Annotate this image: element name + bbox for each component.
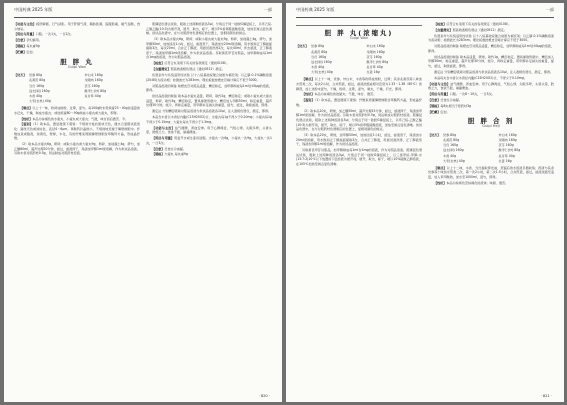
paragraph: 本品含木香以木香烃内酯(C15H20O2)计，水蜜丸每1g不得少于0.20mg；小蜜丸每1g不得少于0.15mg；大蜜丸每丸不得少于1.3mg。 — [146, 115, 272, 124]
table-row: 炙黄芪 80g 龙眼肉 160g — [311, 49, 385, 54]
paragraph: 测定法 分别精密吸取对照品溶液与供试品溶液各10μl，注入液相色谱仪，测定，即得。 — [152, 109, 272, 114]
table-row: 远志(制) 160g 酸枣仁(炒) 80g — [443, 148, 521, 153]
table-row: 【处方】 党参 80g 炒白术 160g — [296, 44, 385, 49]
paragraph: 【制法】以上十二味，木香、当归提取挥发油，蒸馏后的水溶液另器收集；药渣与其余党参等十味加水煎煮二次，第一次2小时，第二次1.5小时，合并煎液，滤过，滤液浓缩至适量，加入苯甲酸钠，加水至1000ml，混匀，即得。 — [428, 165, 555, 179]
paragraph: （3）取本品水蜜丸6g，研碎；或取小蜜丸或大蜜丸9g，剪碎，加硅藻土4g，研匀，加甲醇50ml，加热回流1小时，滤过，滤液蒸干，残渣加水20ml使溶解，用水饱和正丁醇振摇提取3次，每次20ml，合并正丁醇液，用氨试液洗涤2次，每次40ml，弃去氨液，正丁醇液蒸干，残渣加甲醇1ml使溶解，作为供试品溶液。另取黄芪甲苷对照品，加甲醇制成每1ml含1mg的溶液，作为对照品溶液。 — [146, 37, 272, 60]
paragraph: 【检查】应符合丸剂项下有关的各项规定（通则0108）。 — [152, 61, 230, 66]
page-number: · 820 · — [258, 394, 270, 398]
monograph-latin-name: Guipi Wan — [349, 36, 369, 41]
table-row: 大枣(去核) 40g 生姜 16g — [443, 158, 512, 163]
prescription-table — [14, 73, 140, 104]
section-divider — [296, 25, 422, 26]
paragraph: 另取黄芪甲苷对照品，加甲醇制成每1ml含1mg的溶液，作为对照品溶液。照薄层色谱法试验，吸取上述两种溶液各5μl，分别点于同一硅胶G薄层板上，以三氯甲烷-甲醇-水(13:7:2)10℃以下放置的下层溶液为展开剂，展开，取出，晾干，喷以10%硫酸乙醇溶液，在105℃加热至斑点显色清晰。 — [296, 148, 422, 166]
paragraph: （3）取本品20丸，研细，加甲醇50ml，加热回流1小时，滤过，滤液蒸干，残渣加水20ml使溶解，用水饱和正丁醇振摇提取3次，合并正丁醇液，用氨试液洗涤，正丁醇液蒸干，残渣加甲醇1ml使溶解，作为供试品溶液。 — [296, 133, 422, 147]
paragraph: 【检查】应符合丸剂项下有关的各项规定（通则0108）。 — [434, 22, 512, 26]
paragraph: 【用法与用量】用温开水或生姜汤送服。水蜜丸一次6g，小蜜丸一次9g，大蜜丸一次1丸，一日3次。 — [146, 136, 272, 145]
paragraph: 【性状】本品为棕黄色至棕褐色的液体；味甜、微苦。 — [434, 180, 509, 185]
paragraph: 【含量测定】照高效液相色谱法（通则0512）测定。 — [152, 67, 225, 72]
header-part: 一部 — [545, 7, 554, 12]
paragraph: （2）取本品10丸，研细，加乙醚50ml，超声处理15分钟，滤过，滤液挥干，残渣加甲醇1ml使溶解，作为供试品溶液。另取木香对照药材0.5g，同法制成对照药材溶液。照薄层色谱法试验，吸取上述两种溶液各5μl，分别点于同一硅胶G薄层板上，以环己烷-乙酸乙酯(10:3)为展开剂，展开，取出，晾干，喷以5%香草醛硫酸溶液，加热至斑点显色清晰。供试品色谱中，在与对照药材色谱相应的位置上，显相同颜色的斑点。 — [296, 108, 422, 132]
paragraph: 【注意】孕妇慎用。 — [14, 38, 42, 43]
paragraph: 本品每丸含木香以木香烃内酯(C15H20O2)计，不得少于0.10mg。 — [434, 75, 527, 80]
paragraph: 【功能与主治】疏肝解郁，行气消胀。用于肝郁气滞，胸胁胀满，脘腹胀痛，嗳气吞酸，食少纳呆。 — [14, 22, 141, 31]
paragraph: 色谱条件与系统适用性试验 以十八烷基硅烷键合硅胶为填充剂；以乙腈-0.1%磷酸溶液为流动相；检测波长为283nm。理论板数按橙皮苷峰计算应不低于3000。 — [428, 33, 554, 43]
paragraph: 【制法】以上十一味，粉碎成细粉，过筛，混匀。每100g粉末用炼蜜25～40g加适量的水泛丸，干燥，制成水蜜丸；或加炼蜜80～90g制成小蜜丸或大蜜丸，即得。 — [14, 106, 140, 115]
table-row: 远志(制) 160g 酸枣仁(炒) 80g — [29, 88, 107, 93]
paragraph: 【规格】每8丸相当于原药材3g — [428, 103, 472, 108]
paragraph: 对照品溶液的制备 取橙皮苷对照品适量，精密称定，加甲醇制成每1ml含40μg的溶液，即得。 — [146, 83, 272, 93]
right-col-1 — [296, 22, 422, 187]
left-page — [4, 3, 282, 402]
paragraph: 色谱条件与系统适用性试验 以十八烷基硅烷键合硅胶为填充剂；以乙腈-0.1%磷酸溶液(20:80)为流动相；检测波长为283nm。理论板数按橙皮苷峰计算应不低于3000。 — [146, 73, 272, 82]
paragraph: 【功能与主治】益气健脾，养血安神。用于心脾两虚，气短心悸，失眠多梦，头昏头晕，肢倦乏力，食欲不振，崩漏便血。 — [146, 125, 273, 135]
paragraph: 【贮藏】密封。 — [14, 50, 36, 55]
table-row: 大枣(去核) 40g 生姜 16g — [311, 70, 380, 75]
page-number: · 821 · — [540, 394, 552, 398]
paragraph: 【用法与用量】口服。一次8～10丸，一日3次。 — [428, 92, 495, 97]
left-col-2 — [146, 22, 272, 158]
table-row: 【处方】 党参 80g 炒白术 160g — [428, 132, 517, 137]
paragraph: 【功能与主治】益气健脾，养血安神。用于心脾两虚，气短心悸，失眠多梦，头昏头晕，肢倦乏力，食欲不振，崩漏便血。 — [428, 81, 555, 91]
table-row: 当归 160g 茯苓 160g — [29, 83, 100, 88]
table-row: 炙黄芪 80g 龙眼肉 160g — [443, 138, 517, 143]
table-row: 木香 40g 炙甘草 40g — [29, 93, 101, 98]
prescription-table — [428, 133, 554, 164]
paragraph: 【注意】忌食生冷油腻。 — [152, 146, 187, 151]
paragraph: 【含量测定】照高效液相色谱法（通则0512）测定。 — [434, 27, 507, 32]
right-page — [286, 3, 564, 402]
left-col-1 — [14, 22, 140, 158]
paragraph: 【性状】本品为棕褐色的浓缩丸；气微，味甘、微苦。 — [302, 92, 377, 97]
header-journal: 中国药典 2025 年版 — [14, 7, 53, 12]
monograph-title: 胆 胖 合 剂 — [467, 117, 515, 126]
right-col-2 — [428, 22, 554, 187]
header-part: 一部 — [263, 7, 272, 12]
page-header — [14, 3, 272, 18]
paragraph: 照薄层色谱法试验，吸取上述两种溶液各5μl，分别点于同一硅胶G薄层板上，以环己烷-乙酸乙酯(10:3)为展开剂，展开，取出，晾干，喷以5%香草醛硫酸溶液，加热至斑点显色清晰。供试品色谱中，在与对照药材色谱相应的位置上，显相同颜色的斑点。 — [146, 22, 272, 36]
table-row: 远志(制) 160g 酸枣仁(炒) 80g — [311, 60, 389, 65]
paragraph: 【制法】以上十一味，党参、炒白术、木香等粉碎成细粉，过筛；其余炙黄芪等八味加水煎煮二次，每次2小时，合并煎液，滤过，滤液浓缩成相对密度为1.33～1.38（80℃）的稠膏，加上述粉末混匀，干燥，粉碎，过筛，混匀，制丸，干燥，打光，即得。 — [296, 77, 423, 91]
monograph-latin-name: Guipi Heji — [482, 124, 500, 129]
paragraph: 测定法 分别精密吸取对照品溶液与供试品溶液各10μl，注入液相色谱仪，测定，即得。 — [434, 69, 554, 74]
monograph-title: 胆 胖 丸(浓缩丸) — [324, 29, 394, 37]
table-row: 炙黄芪 80g 龙眼肉 160g — [29, 78, 103, 83]
paragraph: 【规格】大蜜丸 每丸重9g — [152, 152, 188, 157]
monograph-latin-name: Guipi Wan — [67, 64, 87, 69]
paragraph: 供试品溶液的制备 取本品水蜜丸适量，研碎，取约2g，精密称定；或取小蜜丸或大蜜丸适量，剪碎，取约3g，精密称定，置具塞锥形瓶中，精密加入甲醇50ml，称定重量，超声处理30分钟，放冷，再称定重量，用甲醇补足减失的重量，摇匀，滤过，取续滤液，即得。 — [146, 94, 272, 108]
table-row: 木香 40g 炙甘草 40g — [311, 65, 383, 70]
paragraph: 【鉴别】（1）取本品，置显微镜下观察：不规则分枝状团块无色，遇水合氯醛试液溶化；菌丝无色或淡棕色，直径4～6μm。草酸钙针晶细小，不规则地充塞于薄壁细胞中。纤维成束或散离，淡黄色，壁厚，木化，有的纤维束周围薄壁细胞含草酸钙方晶，形成晶纤维。 — [14, 122, 141, 141]
paragraph: 【鉴别】（1）取本品，置显微镜下观察：纤维束周围薄壁细胞含草酸钙方晶，形成晶纤维。 — [296, 98, 423, 107]
paragraph: （2）取本品水蜜丸6g，研碎；或取小蜜丸或大蜜丸9g，剪碎，加硅藻土4g，研匀，加乙醚60ml，超声处理20分钟，滤过，滤液挥干，残渣加甲醇1ml使溶解，作为供试品溶液。另取木香对照药材0.5g，同法制成对照药材溶液。 — [14, 142, 140, 156]
table-row: 【处方】 党参 80g 炒白术 160g — [14, 73, 103, 78]
paragraph: 对照品溶液的制备 取橙皮苷对照品适量，精密称定，加甲醇制成每1ml含40μg的溶液，即得。 — [428, 44, 554, 53]
page-header — [296, 3, 554, 18]
header-journal: 中国药典 2025 年版 — [296, 7, 335, 12]
table-row: 大枣(去核) 40g — [29, 99, 51, 104]
monograph-title: 胆 胖 丸 — [60, 57, 94, 66]
paragraph: 【规格】每丸重9g — [14, 44, 40, 49]
paragraph: 【注意】忌食生冷油腻。 — [428, 97, 463, 102]
paragraph: 【用法与用量】口服。一次1丸，一日2次。 — [14, 32, 74, 37]
table-row: 当归 160g 茯苓 160g — [443, 143, 514, 148]
prescription-table — [296, 44, 422, 75]
paragraph: 【贮藏】密封。 — [428, 109, 450, 114]
table-row: 当归 160g 茯苓 160g — [311, 54, 382, 59]
paragraph: 【性状】本品为棕褐色的水蜜丸、小蜜丸或大蜜丸；气微，味甘而后微苦、辛。 — [20, 116, 129, 121]
table-row: 木香 40g 炙甘草 40g — [443, 153, 515, 158]
paragraph: 供试品溶液的制备 取本品适量，研细，取约1g，精密称定，置具塞锥形瓶中，精密加入甲醇50ml，称定重量，超声处理30分钟，放冷，再称定重量，用甲醇补足减失的重量，摇匀，滤过，取续滤液，即得。 — [428, 54, 554, 68]
